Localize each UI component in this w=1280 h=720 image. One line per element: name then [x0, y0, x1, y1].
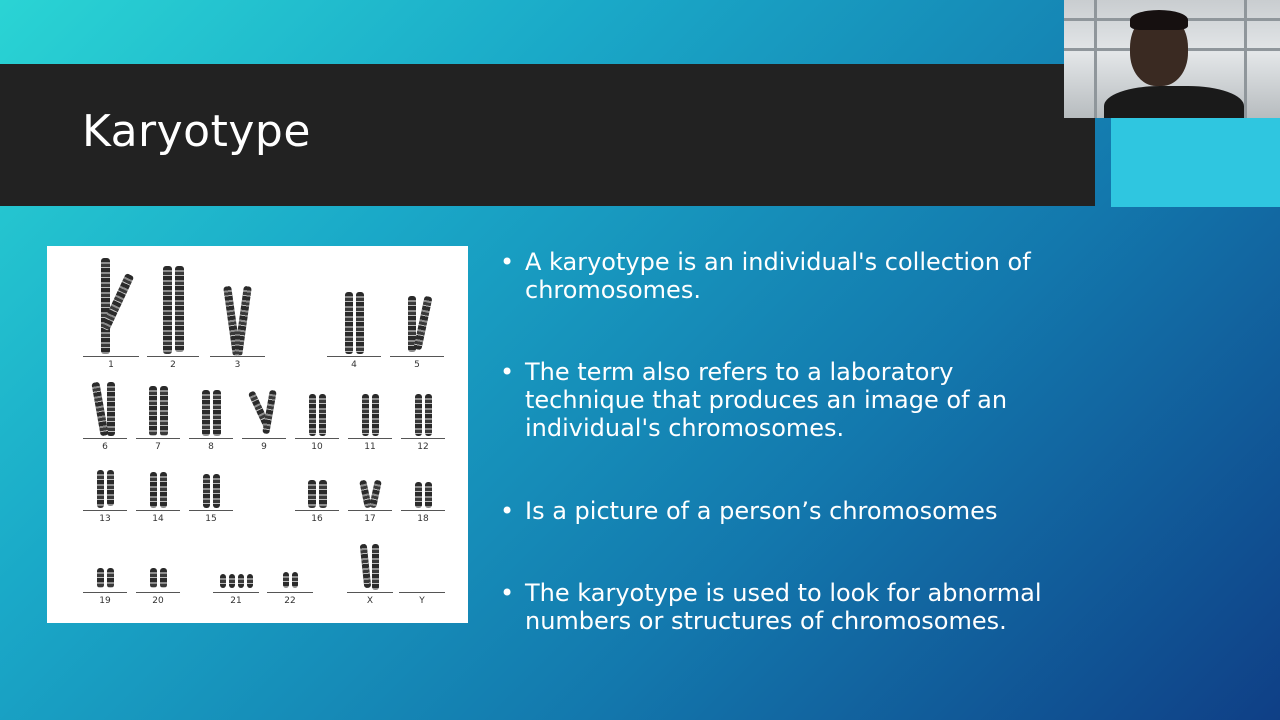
bullet-text: Is a picture of a person’s chromosomes — [525, 497, 998, 525]
chromosome-y: Y — [399, 544, 445, 608]
ceiling-beam — [1094, 0, 1097, 118]
chromosome-9: 9 — [242, 390, 286, 454]
chromosome-20: 20 — [136, 568, 180, 608]
ceiling-beam — [1244, 0, 1247, 118]
chromosome-x: X — [347, 544, 393, 608]
chromosome-22: 22 — [267, 572, 313, 608]
chromosome-4: 4 — [327, 292, 381, 372]
chromosome-2: 2 — [147, 266, 199, 372]
bullet-dot: • — [500, 497, 515, 525]
karyotype-image — [47, 246, 468, 623]
chromosome-13: 13 — [83, 470, 127, 526]
bullet-dot: • — [500, 579, 515, 607]
bullet-text: The karyotype is used to look for abnormal numbers or structures of chromosomes. — [525, 579, 1042, 635]
bullet-item — [500, 248, 1060, 304]
chromosome-16: 16 — [295, 480, 339, 526]
chromosome-17: 17 — [348, 480, 392, 526]
bullet-item — [500, 358, 1060, 442]
chromosome-18: 18 — [401, 482, 445, 526]
chromosome-12: 12 — [401, 394, 445, 454]
chromosome-11: 11 — [348, 394, 392, 454]
bullet-text: A karyotype is an individual's collection of chromosomes. — [525, 248, 1031, 304]
chromosome-15: 15 — [189, 474, 233, 526]
webcam-overlay — [1064, 0, 1280, 118]
bullet-item — [500, 579, 1060, 635]
chromosome-21: 21 — [213, 574, 259, 608]
bullet-dot: • — [500, 248, 515, 276]
bullet-item — [500, 497, 1060, 525]
chromosome-8: 8 — [189, 390, 233, 454]
chromosome-3: 3 — [210, 286, 265, 372]
chromosome-19: 19 — [83, 568, 127, 608]
accent-box — [1111, 118, 1280, 207]
presenter-hair — [1130, 10, 1188, 30]
bullet-text: The term also refers to a laboratory technique that produces an image of an individual's chromosomes. — [525, 358, 1008, 442]
chromosome-14: 14 — [136, 472, 180, 526]
presenter-body — [1104, 86, 1244, 118]
slide-title: Karyotype — [82, 106, 311, 157]
chromosome-7: 7 — [136, 386, 180, 454]
chromosome-10: 10 — [295, 394, 339, 454]
bullet-dot: • — [500, 358, 515, 386]
chromosome-1: 1 — [83, 258, 139, 372]
chromosome-5: 5 — [390, 296, 444, 372]
chromosome-6: 6 — [83, 382, 127, 454]
